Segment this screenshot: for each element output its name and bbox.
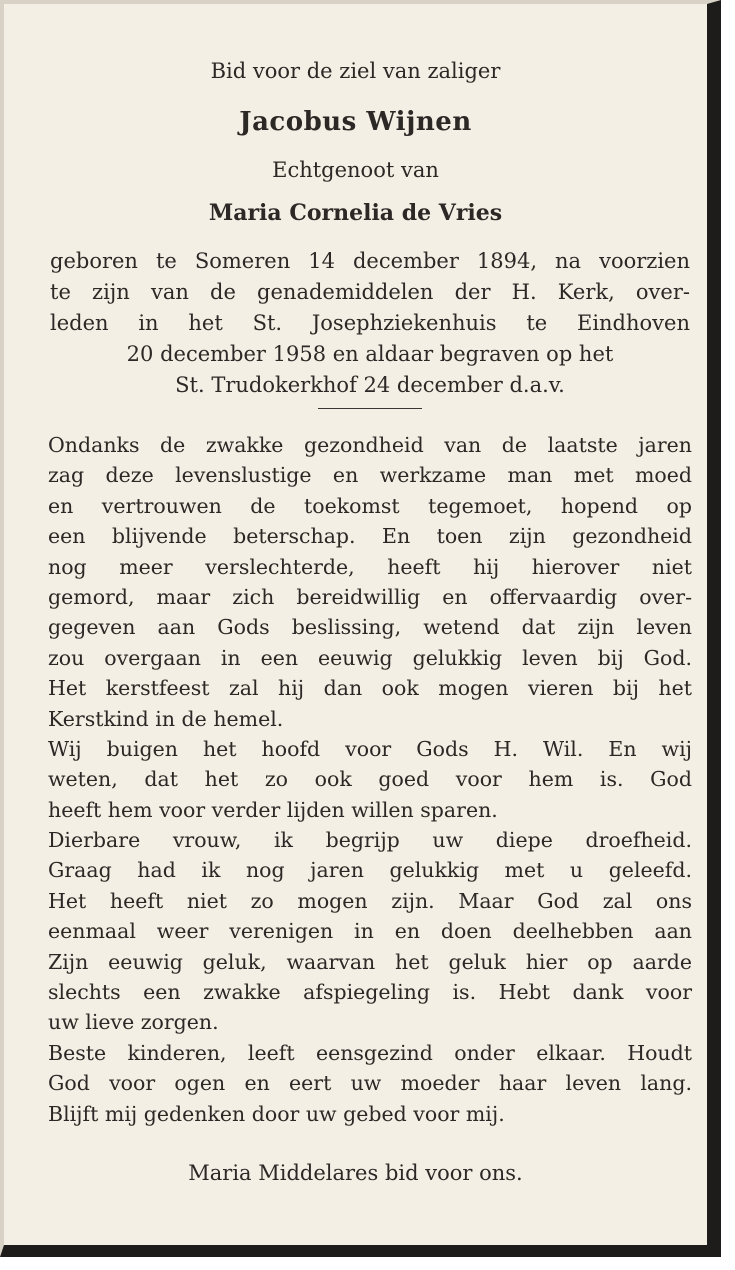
text-line: Zijn eeuwig geluk, waarvan het geluk hier op aarde bbox=[48, 949, 692, 974]
text-line: Graag had ik nog jaren gelukkig met u geleefd. bbox=[48, 858, 692, 883]
closing-prayer: Maria Middelares bid voor ons. bbox=[188, 1161, 523, 1185]
birth-line: leden in het St. Josephziekenhuis te Eindhoven bbox=[50, 311, 690, 335]
spouse-label: Echtgenoot van bbox=[272, 158, 439, 182]
text-line: nog meer verslechterde, heeft hij hierover niet bbox=[48, 554, 692, 579]
text-line: Kerstkind in de hemel. bbox=[48, 706, 284, 731]
text-line: eenmaal weer verenigen in en doen deelhebben aan bbox=[48, 919, 692, 944]
text-line: gemord, maar zich bereidwillig en offervaardig over- bbox=[48, 584, 692, 609]
deceased-name: Jacobus Wijnen bbox=[239, 107, 472, 137]
intro-text: Bid voor de ziel van zaliger bbox=[210, 59, 501, 83]
text-line: een blijvende beterschap. En toen zijn gezondheid bbox=[48, 524, 692, 549]
text-line: Ondanks de zwakke gezondheid van de laatste jaren bbox=[48, 433, 692, 457]
text-line: weten, dat het zo ook goed voor hem is. God bbox=[48, 767, 692, 792]
text-line: gegeven aan Gods beslissing, wetend dat zijn leven bbox=[48, 615, 692, 640]
divider-line bbox=[318, 408, 422, 409]
text-line: slechts een zwakke afspiegeling is. Hebt dank voor bbox=[48, 980, 692, 1005]
text-line: Wij buigen het hoofd voor Gods H. Wil. En wij bbox=[48, 736, 692, 761]
text-line: en vertrouwen de toekomst tegemoet, hopend op bbox=[48, 493, 692, 518]
text-line: Het heeft niet zo mogen zijn. Maar God zal ons bbox=[48, 888, 692, 913]
text-line: zou overgaan in een eeuwig gelukkig leven bij God. bbox=[48, 645, 692, 670]
birth-line: St. Trudokerkhof 24 december d.a.v. bbox=[175, 373, 565, 397]
text-line: Dierbare vrouw, ik begrijp uw diepe droefheid. bbox=[48, 828, 692, 853]
memorial-text bbox=[48, 430, 692, 1129]
birth-line: geboren te Someren 14 december 1894, na voorzien bbox=[50, 249, 690, 273]
text-line: Beste kinderen, leeft eensgezind onder elkaar. Houdt bbox=[48, 1040, 692, 1065]
text-line: uw lieve zorgen. bbox=[48, 1010, 219, 1035]
birth-line: te zijn van de genademiddelen der H. Kerk, over- bbox=[50, 280, 690, 304]
birth-line: 20 december 1958 en aldaar begraven op het bbox=[126, 342, 614, 366]
birth-death-paragraph bbox=[50, 246, 690, 401]
text-line: God voor ogen en eert uw moeder haar leven lang. bbox=[48, 1071, 692, 1096]
text-line: heeft hem voor verder lijden willen sparen. bbox=[48, 797, 498, 822]
spouse-name: Maria Cornelia de Vries bbox=[208, 200, 503, 226]
text-line: Het kerstfeest zal hij dan ook mogen vieren bij het bbox=[48, 676, 692, 701]
text-line: Blijft mij gedenken door uw gebed voor mij. bbox=[48, 1101, 505, 1126]
text-line: zag deze levenslustige en werkzame man met moed bbox=[48, 463, 692, 488]
